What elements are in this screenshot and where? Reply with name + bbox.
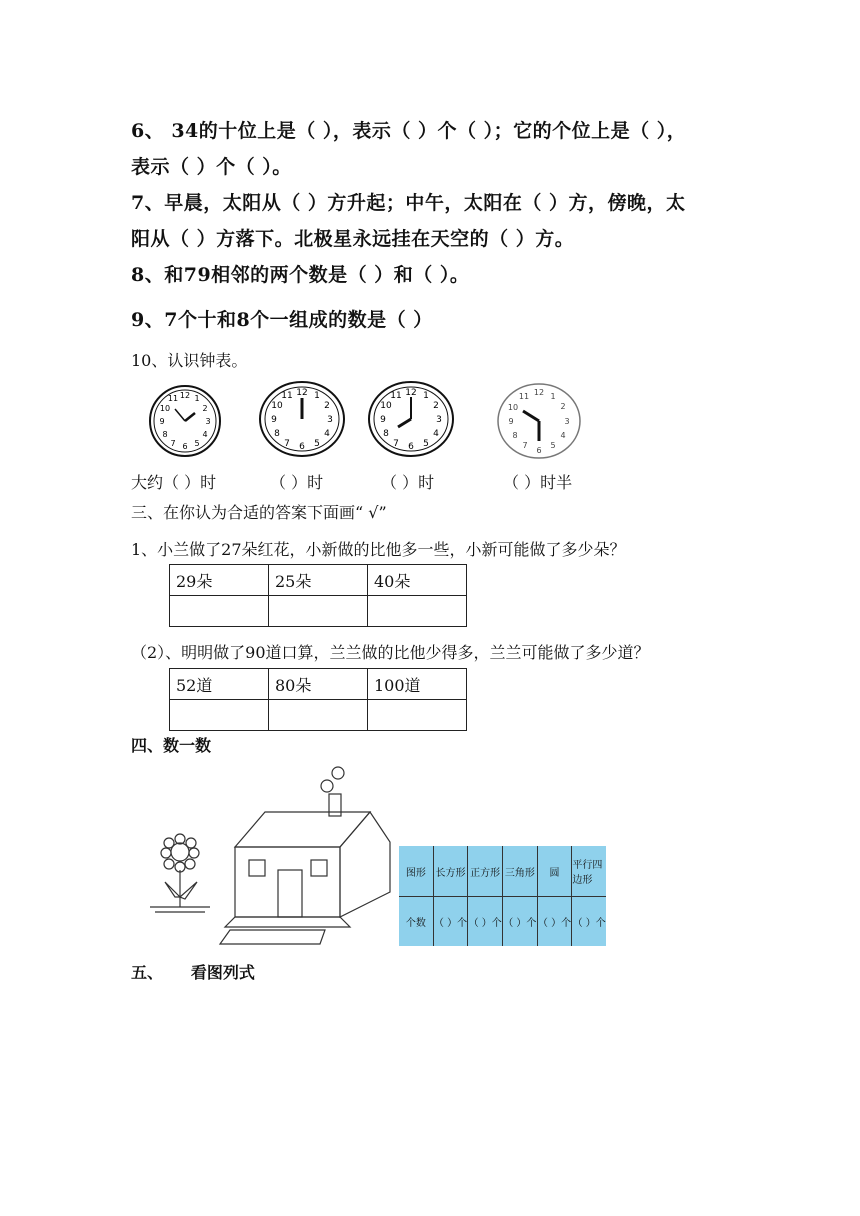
svg-text:12: 12 [179, 391, 191, 400]
svg-text:10: 10 [159, 404, 171, 413]
svg-text:9: 9 [271, 415, 277, 425]
clock-caption-3: （ ）时 [381, 473, 435, 492]
svg-text:1: 1 [314, 391, 320, 401]
svg-text:8: 8 [512, 431, 518, 440]
svg-text:4: 4 [433, 429, 439, 439]
count-cell[interactable]: （ ）个 [468, 896, 503, 946]
clock-3-icon [366, 379, 456, 459]
header-cell: 圆 [538, 846, 573, 896]
svg-text:5: 5 [550, 441, 556, 450]
answer-table-2 [169, 668, 467, 731]
answer-cell[interactable] [368, 596, 467, 627]
svg-text:10: 10 [380, 401, 392, 411]
clock-1-icon [147, 383, 223, 459]
header-cell: 平行四边形 [572, 860, 603, 886]
svg-text:7: 7 [284, 439, 290, 449]
answer-cell[interactable] [170, 596, 269, 627]
svg-text:11: 11 [167, 394, 179, 403]
svg-text:3: 3 [564, 417, 570, 426]
count-cell[interactable]: （ ）个 [434, 896, 469, 946]
clock-caption-2: （ ）时 [270, 473, 324, 492]
answer-cell[interactable] [269, 700, 368, 731]
section-3-title: 三、在你认为合适的答案下面画“ √” [131, 503, 387, 522]
question-6-line2: 表示（ ）个（ ）。 [131, 156, 292, 178]
option-cell: 29朵 [170, 565, 269, 596]
flower-icon [150, 834, 210, 912]
count-cell[interactable]: （ ）个 [503, 896, 538, 946]
svg-text:8: 8 [274, 429, 280, 439]
svg-text:12: 12 [533, 388, 545, 397]
header-cell: 三角形 [503, 846, 538, 896]
svg-text:6: 6 [182, 442, 188, 451]
svg-text:1: 1 [550, 392, 556, 401]
svg-text:11: 11 [281, 391, 293, 401]
question-7-line1: 7、早晨，太阳从（ ）方升起；中午，太阳在（ ）方，傍晚，太 [131, 192, 686, 214]
clock-4-icon [495, 381, 583, 461]
svg-text:3: 3 [327, 415, 333, 425]
svg-text:6: 6 [408, 442, 414, 452]
option-cell: 100道 [368, 669, 467, 700]
count-cell: 个数 [399, 896, 434, 946]
count-cell[interactable]: （ ）个 [538, 896, 573, 946]
house-icon [220, 767, 390, 944]
svg-text:7: 7 [393, 439, 399, 449]
svg-text:11: 11 [390, 391, 402, 401]
answer-table-1 [169, 564, 467, 627]
option-cell: 80朵 [269, 669, 368, 700]
svg-text:1: 1 [423, 391, 429, 401]
option-cell: 40朵 [368, 565, 467, 596]
svg-text:3: 3 [436, 415, 442, 425]
svg-text:4: 4 [202, 430, 208, 439]
question-9: 9、7个十和8个一组成的数是（ ） [131, 309, 433, 331]
svg-text:5: 5 [194, 439, 200, 448]
shape-count-table [399, 846, 606, 946]
section-4-title: 四、数一数 [131, 736, 212, 755]
question-8: 8、和79相邻的两个数是（ ）和（ ）。 [131, 264, 470, 286]
svg-text:7: 7 [170, 439, 176, 448]
svg-text:2: 2 [324, 401, 330, 411]
section-3-question-1: 1、小兰做了27朵红花，小新做的比他多一些，小新可能做了多少朵？ [131, 540, 626, 559]
svg-text:2: 2 [202, 404, 208, 413]
section-3-question-2: （2）、明明做了90道口算，兰兰做的比他少得多，兰兰可能做了多少道？ [131, 643, 650, 662]
option-cell: 52道 [170, 669, 269, 700]
count-cell[interactable]: （ ）个 [572, 917, 606, 929]
svg-text:3: 3 [205, 417, 211, 426]
question-10-title: 10、认识钟表。 [131, 351, 248, 370]
section-5-title: 五、 看图列式 [131, 963, 255, 982]
svg-text:9: 9 [508, 417, 514, 426]
answer-cell[interactable] [368, 700, 467, 731]
svg-text:2: 2 [433, 401, 439, 411]
svg-text:8: 8 [162, 430, 168, 439]
svg-text:1: 1 [194, 394, 200, 403]
clock-caption-1: 大约（ ）时 [131, 473, 217, 492]
svg-text:9: 9 [159, 417, 165, 426]
svg-text:7: 7 [522, 441, 528, 450]
svg-text:5: 5 [423, 439, 429, 449]
answer-cell[interactable] [269, 596, 368, 627]
svg-text:10: 10 [271, 401, 283, 411]
svg-text:5: 5 [314, 439, 320, 449]
svg-text:9: 9 [380, 415, 386, 425]
clock-caption-4: （ ）时半 [503, 473, 573, 492]
answer-cell[interactable] [170, 700, 269, 731]
svg-text:8: 8 [383, 429, 389, 439]
svg-text:10: 10 [507, 403, 519, 412]
question-7-line2: 阳从（ ）方落下。北极星永远挂在天空的（ ）方。 [131, 228, 575, 250]
svg-text:6: 6 [299, 442, 305, 452]
svg-text:11: 11 [518, 392, 530, 401]
clock-2-icon [257, 379, 347, 459]
header-cell: 图形 [399, 846, 434, 896]
svg-text:6: 6 [536, 446, 542, 455]
header-cell: 正方形 [468, 846, 503, 896]
question-6-line1: 6、 34的十位上是（ ），表示（ ）个（ ）；它的个位上是（ ）， [131, 120, 687, 142]
svg-text:2: 2 [560, 402, 566, 411]
svg-text:12: 12 [296, 388, 308, 398]
header-cell: 长方形 [434, 846, 469, 896]
option-cell: 25朵 [269, 565, 368, 596]
flower-house-drawing [145, 752, 395, 952]
svg-text:4: 4 [324, 429, 330, 439]
svg-text:4: 4 [560, 431, 566, 440]
svg-text:12: 12 [405, 388, 417, 398]
